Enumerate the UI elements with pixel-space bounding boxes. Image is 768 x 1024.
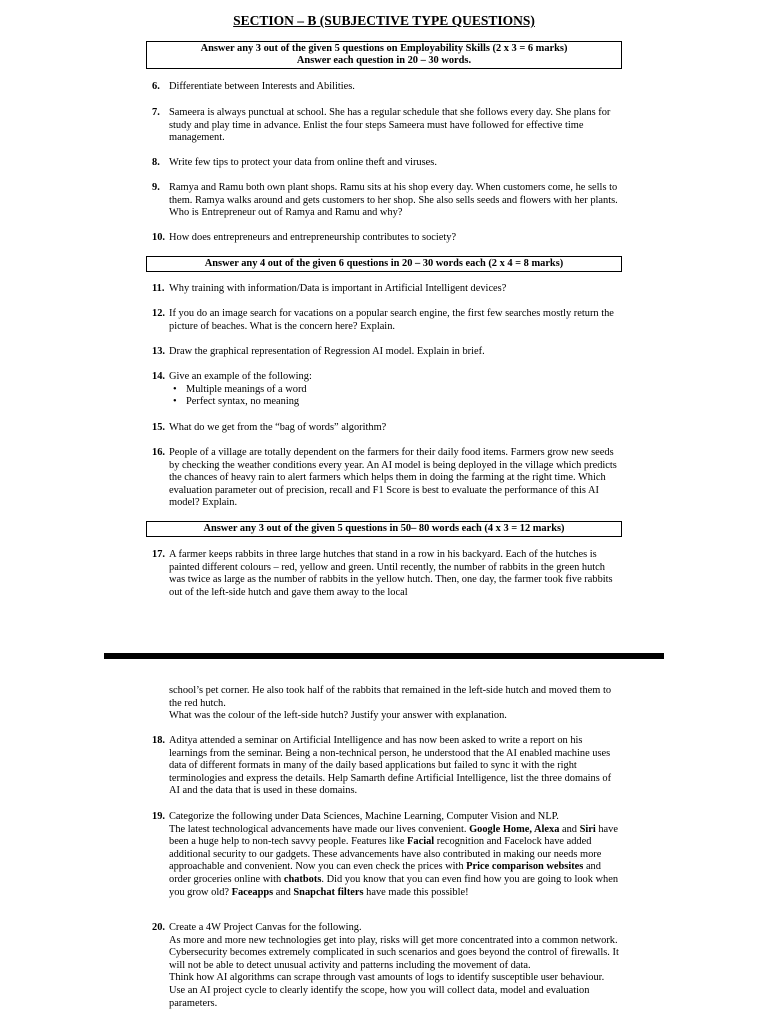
question-17-continuation	[169, 685, 622, 723]
question-text: How does entrepreneurs and entrepreneurship contributes to society?	[169, 232, 457, 243]
question-9	[152, 182, 622, 220]
bold-term: Siri	[579, 823, 596, 835]
instruction-line: Answer any 4 out of the given 6 questions in 20 – 30 words each (2 x 4 = 8 marks)	[204, 258, 564, 269]
instruction-line: Answer each question in 20 – 30 words.	[296, 55, 472, 67]
question-passage: As more and more new technologies get into play, risks will get more concentrated into a common network. Cybersecurity becomes extremely complicated in such scenarios and goes beyond the control of firewalls. It will not be able to detect unusual activity and patterns including the movement of data.	[169, 934, 619, 971]
question-number: 13.	[152, 346, 165, 357]
question-10	[152, 232, 622, 245]
bold-term: Price comparison websites	[466, 861, 584, 873]
instruction-line: Answer any 3 out of the given 5 questions on Employability Skills (2 x 3 = 6 marks)	[200, 43, 568, 54]
question-14	[152, 371, 622, 409]
question-11	[152, 283, 622, 296]
question-text: If you do an image search for vacations on a popular search engine, the first few searches mostly return the picture of beaches. What is the concern here? Explain.	[169, 308, 614, 332]
question-number: 18.	[152, 735, 165, 746]
question-text: Create a 4W Project Canvas for the following.	[169, 922, 362, 933]
question-8	[152, 157, 622, 170]
question-number: 6.	[152, 81, 160, 92]
question-number: 7.	[152, 107, 160, 118]
bold-term: Snapchat filters	[293, 886, 364, 898]
question-passage: The latest technological advancements have made our lives convenient. Google Home, Alexa and Siri have been a huge help to non-tech savvy people. Features like Facial recognition and Facelock have added additional security to our gadgets. These advancements have also contributed in making our needs more approachable and convenient. Now you can even check the prices with Price comparison websites and order groceries online with chatbots. Did you know that you can even find how you are going to look when you grow old? Faceapps and Snapchat filters have made this possible!	[169, 823, 619, 898]
question-number: 14.	[152, 371, 165, 382]
question-passage: Think how AI algorithms can scrape through vast amounts of logs to identify susceptible user behaviour. Use an AI project cycle to clearly identify the scope, how you will collect data, model and evaluation parameters.	[169, 972, 605, 1009]
question-20	[152, 922, 622, 1010]
question-text: Write few tips to protect your data from online theft and viruses.	[169, 157, 437, 168]
question-text: A farmer keeps rabbits in three large hutches that stand in a row in his backyard. Each of the hutches is painted different colours – red, yellow and green. Until recently, the number of rabbits in the green hutch was twice as large as the number of rabbits in the yellow hutch. Then, one day, the farmer took five rabbits out of the left-side hutch and gave them away to the local	[169, 549, 613, 598]
bold-term: chatbots	[283, 873, 322, 885]
instruction-box-short-answer	[146, 256, 622, 272]
page-2	[0, 665, 768, 1024]
question-17	[152, 549, 622, 599]
question-text: Why training with information/Data is important in Artificial Intelligent devices?	[169, 283, 507, 294]
question-18	[152, 735, 622, 798]
instruction-box-long-answer	[146, 521, 622, 537]
question-text: Give an example of the following:	[169, 371, 312, 382]
question-number: 11.	[152, 283, 165, 294]
question-13	[152, 346, 622, 359]
question-text: What was the colour of the left-side hutch? Justify your answer with explanation.	[169, 710, 507, 722]
bold-term: Faceapps	[231, 886, 274, 898]
question-16	[152, 447, 622, 510]
question-text: school’s pet corner. He also took half of the rabbits that remained in the left-side hutch and moved them to the red hutch.	[169, 685, 612, 709]
question-number: 15.	[152, 422, 165, 433]
question-15	[152, 422, 622, 435]
question-text: Categorize the following under Data Sciences, Machine Learning, Computer Vision and NLP.	[169, 811, 559, 822]
question-number: 10.	[152, 232, 165, 243]
bullet-item: • Multiple meanings of a word	[169, 384, 622, 397]
question-number: 19.	[152, 811, 165, 822]
bullet-item: • Perfect syntax, no meaning	[169, 396, 622, 409]
question-number: 9.	[152, 182, 160, 193]
question-number: 12.	[152, 308, 165, 319]
question-6	[152, 81, 622, 94]
question-text: Ramya and Ramu both own plant shops. Ramu sits at his shop every day. When customers come, he sells to them. Ramya walks around and gets customers to her shop. She also sells seeds and flowers with her plants. Who is Entrepreneur out of Ramya and Ramu and why?	[169, 182, 618, 219]
question-number: 16.	[152, 447, 165, 458]
bullet-list	[169, 384, 622, 409]
question-12	[152, 308, 622, 333]
question-19	[152, 811, 622, 899]
question-text: Draw the graphical representation of Regression AI model. Explain in brief.	[169, 346, 485, 357]
question-text: Aditya attended a seminar on Artificial Intelligence and has now been asked to write a report on his learnings from the seminar. Being a non-technical person, he understood that the AI enabled machine uses data of different formats in many of the daily based applications but failed to sync it with the right terminologies and express the details. Help Samarth define Artificial Intelligence, list the three domains of AI and the data that is used in these domains.	[169, 735, 612, 797]
question-text: What do we get from the “bag of words” algorithm?	[169, 422, 387, 433]
section-title: SECTION – B (SUBJECTIVE TYPE QUESTIONS)	[233, 13, 535, 28]
instruction-box-employability	[146, 41, 622, 69]
question-number: 17.	[152, 549, 165, 560]
page-break-divider	[104, 653, 664, 659]
bold-term: Google Home, Alexa	[469, 823, 560, 835]
question-text: People of a village are totally dependent on the farmers for their daily food items. Farmers grow new seeds by checking the weather conditions every year. An AI model is being deployed in the village which predicts the chances of heavy rain to alert farmers which helps them in doing the farming at the right time. Which evaluation parameter out of precision, recall and F1 Score is best to evaluate the performance of this AI model? Explain.	[169, 447, 617, 509]
question-text: Differentiate between Interests and Abilities.	[169, 81, 355, 92]
instruction-line: Answer any 3 out of the given 5 questions in 50– 80 words each (4 x 3 = 12 marks)	[203, 523, 565, 534]
question-number: 8.	[152, 157, 160, 168]
bold-term: Facial	[407, 836, 435, 848]
question-text: Sameera is always punctual at school. She has a regular schedule that she follows every day. She plans for study and play time in advance. Enlist the four steps Sameera must have followed for effective time management.	[169, 107, 611, 144]
question-number: 20.	[152, 922, 165, 933]
question-7	[152, 107, 622, 145]
